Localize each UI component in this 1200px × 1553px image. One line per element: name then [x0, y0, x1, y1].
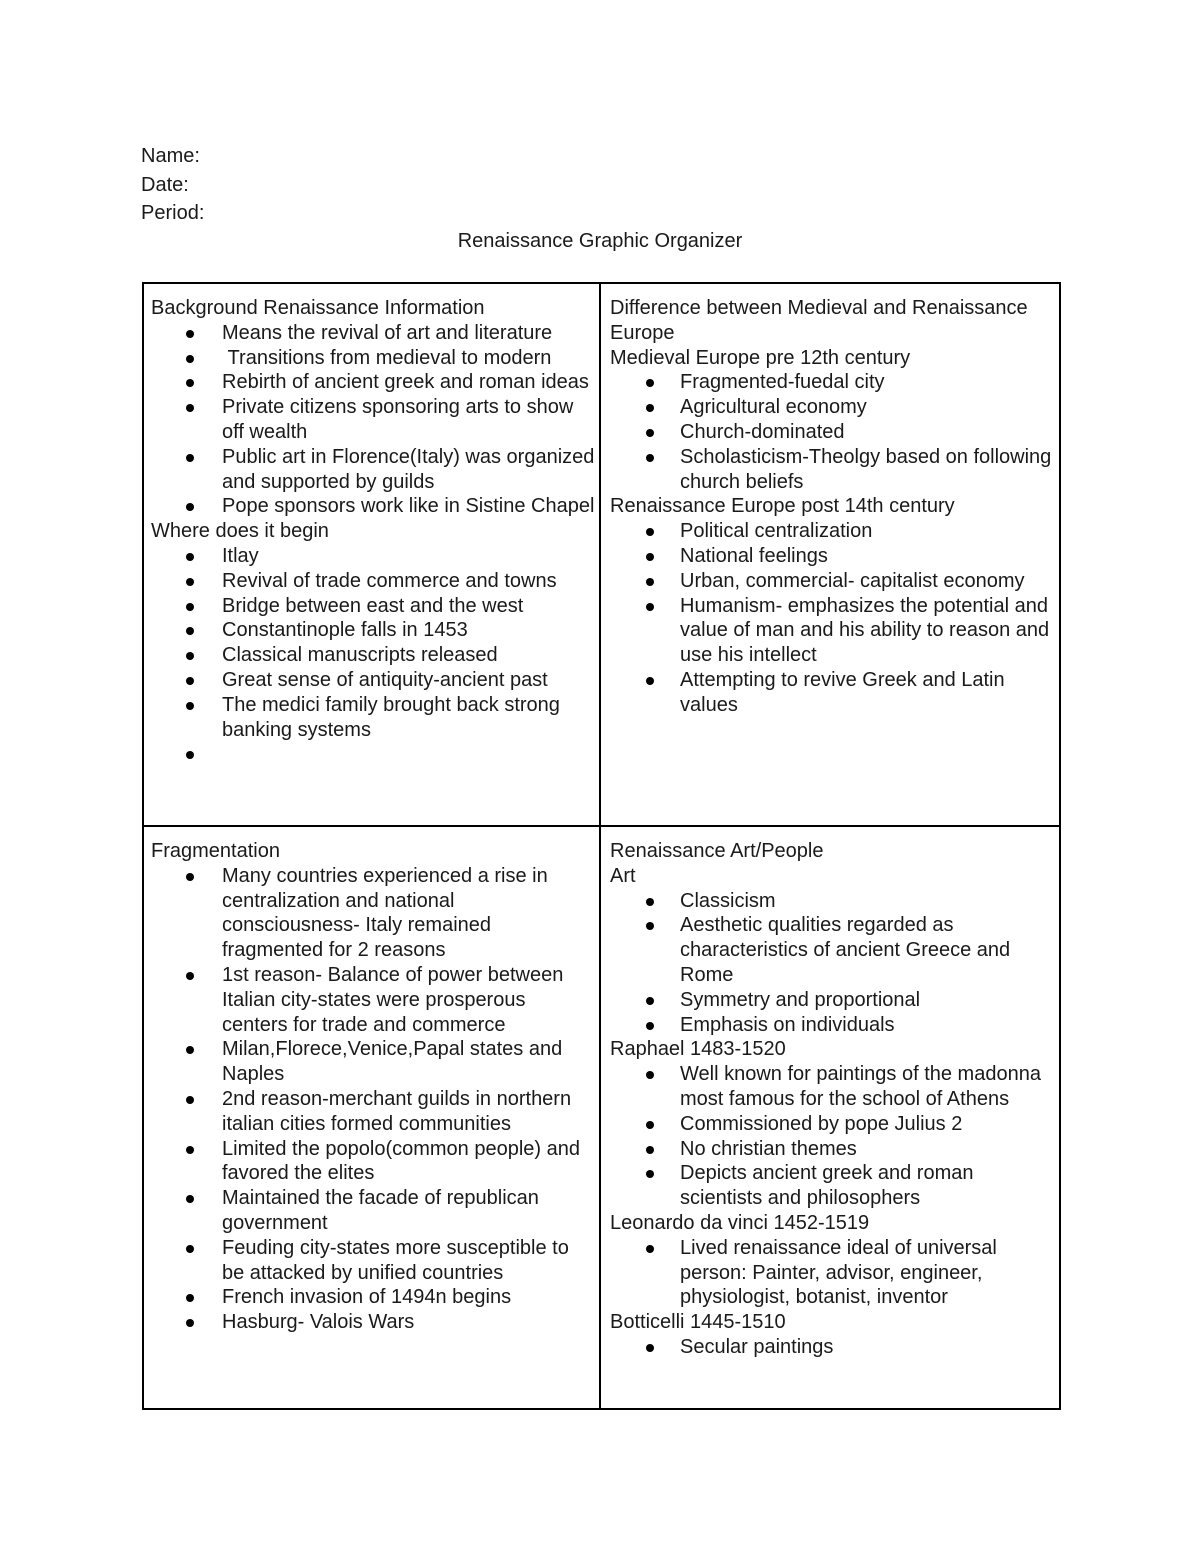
list-item-empty — [151, 742, 596, 767]
list-item: Hasburg- Valois Wars — [151, 1310, 596, 1335]
list-item: Revival of trade commerce and towns — [151, 569, 596, 594]
list-item: Private citizens sponsoring arts to show off wealth — [151, 395, 596, 445]
bullet-list — [151, 544, 596, 767]
list-item: Transitions from medieval to modern — [151, 346, 596, 371]
list-item: Secular paintings — [610, 1335, 1055, 1360]
header-fields — [141, 142, 204, 228]
list-item: Humanism- emphasizes the potential and value of man and his ability to reason and use his intellect — [610, 594, 1055, 668]
table-horizontal-divider — [143, 825, 1060, 827]
list-item: Fragmented-fuedal city — [610, 370, 1055, 395]
list-item: Commissioned by pope Julius 2 — [610, 1112, 1055, 1137]
bullet-list — [151, 321, 596, 519]
list-item: Attempting to revive Greek and Latin values — [610, 668, 1055, 718]
bullet-list — [610, 1062, 1055, 1211]
list-item: National feelings — [610, 544, 1055, 569]
cell-background-info — [151, 296, 596, 767]
list-item: Well known for paintings of the madonna most famous for the school of Athens — [610, 1062, 1055, 1112]
table-vertical-divider — [599, 283, 601, 1409]
cell-heading: Difference between Medieval and Renaissance Europe — [610, 297, 1028, 344]
list-item: Many countries experienced a rise in centralization and national consciousness- Italy remained fragmented for 2 reasons — [151, 864, 596, 963]
cell-subheading: Botticelli 1445-1510 — [610, 1311, 786, 1334]
bullet-list — [610, 370, 1055, 494]
list-item: No christian themes — [610, 1137, 1055, 1162]
cell-subheading: Raphael 1483-1520 — [610, 1038, 786, 1061]
bullet-list — [610, 889, 1055, 1038]
name-label: Name: — [141, 145, 200, 167]
cell-subheading: Art — [610, 864, 636, 887]
cell-fragmentation — [151, 839, 596, 1335]
list-item: Agricultural economy — [610, 395, 1055, 420]
list-item: Classicism — [610, 889, 1055, 914]
list-item: Symmetry and proportional — [610, 988, 1055, 1013]
list-item: Feuding city-states more susceptible to be attacked by unified countries — [151, 1236, 596, 1286]
cell-heading: Renaissance Art/People — [610, 840, 824, 862]
bullet-list — [610, 1335, 1055, 1360]
date-label: Date: — [141, 173, 189, 196]
period-label: Period: — [141, 202, 205, 225]
bullet-list — [610, 1236, 1055, 1310]
list-item: Scholasticism-Theolgy based on following church beliefs — [610, 445, 1055, 495]
cell-subheading: Where does it begin — [151, 520, 329, 543]
list-item: Rebirth of ancient greek and roman ideas — [151, 370, 596, 395]
list-item: French invasion of 1494n begins — [151, 1285, 596, 1310]
list-item: Lived renaissance ideal of universal person: Painter, advisor, engineer, physiologist, botanist, inventor — [610, 1236, 1055, 1310]
list-item: Itlay — [151, 544, 596, 569]
cell-art-people — [610, 839, 1055, 1360]
list-item: Limited the popolo(common people) and favored the elites — [151, 1137, 596, 1187]
list-item: Pope sponsors work like in Sistine Chapel — [151, 494, 596, 519]
list-item: 2nd reason-merchant guilds in northern italian cities formed communities — [151, 1087, 596, 1137]
cell-subheading: Leonardo da vinci 1452-1519 — [610, 1211, 870, 1234]
list-item: Public art in Florence(Italy) was organized and supported by guilds — [151, 445, 596, 495]
cell-heading: Background Renaissance Information — [151, 297, 485, 319]
list-item: Great sense of antiquity-ancient past — [151, 668, 596, 693]
list-item: Classical manuscripts released — [151, 643, 596, 668]
cell-subheading: Renaissance Europe post 14th century — [610, 495, 955, 518]
list-item: Depicts ancient greek and roman scientists and philosophers — [610, 1161, 1055, 1211]
bullet-list — [151, 864, 596, 1335]
list-item: Aesthetic qualities regarded as characteristics of ancient Greece and Rome — [610, 913, 1055, 987]
list-item: 1st reason- Balance of power between Italian city-states were prosperous centers for trade and commerce — [151, 963, 596, 1037]
cell-heading: Fragmentation — [151, 840, 280, 862]
list-item: The medici family brought back strong banking systems — [151, 693, 596, 743]
list-item: Emphasis on individuals — [610, 1013, 1055, 1038]
cell-medieval-vs-renaissance — [610, 296, 1055, 718]
list-item: Milan,Florece,Venice,Papal states and Naples — [151, 1037, 596, 1087]
list-item: Constantinople falls in 1453 — [151, 618, 596, 643]
list-item: Church-dominated — [610, 420, 1055, 445]
list-item: Maintained the facade of republican government — [151, 1186, 596, 1236]
document-title: Renaissance Graphic Organizer — [457, 230, 743, 252]
list-item: Means the revival of art and literature — [151, 321, 596, 346]
bullet-list — [610, 519, 1055, 717]
list-item: Urban, commercial- capitalist economy — [610, 569, 1055, 594]
cell-subheading: Medieval Europe pre 12th century — [610, 346, 911, 369]
list-item: Political centralization — [610, 519, 1055, 544]
list-item: Bridge between east and the west — [151, 594, 596, 619]
